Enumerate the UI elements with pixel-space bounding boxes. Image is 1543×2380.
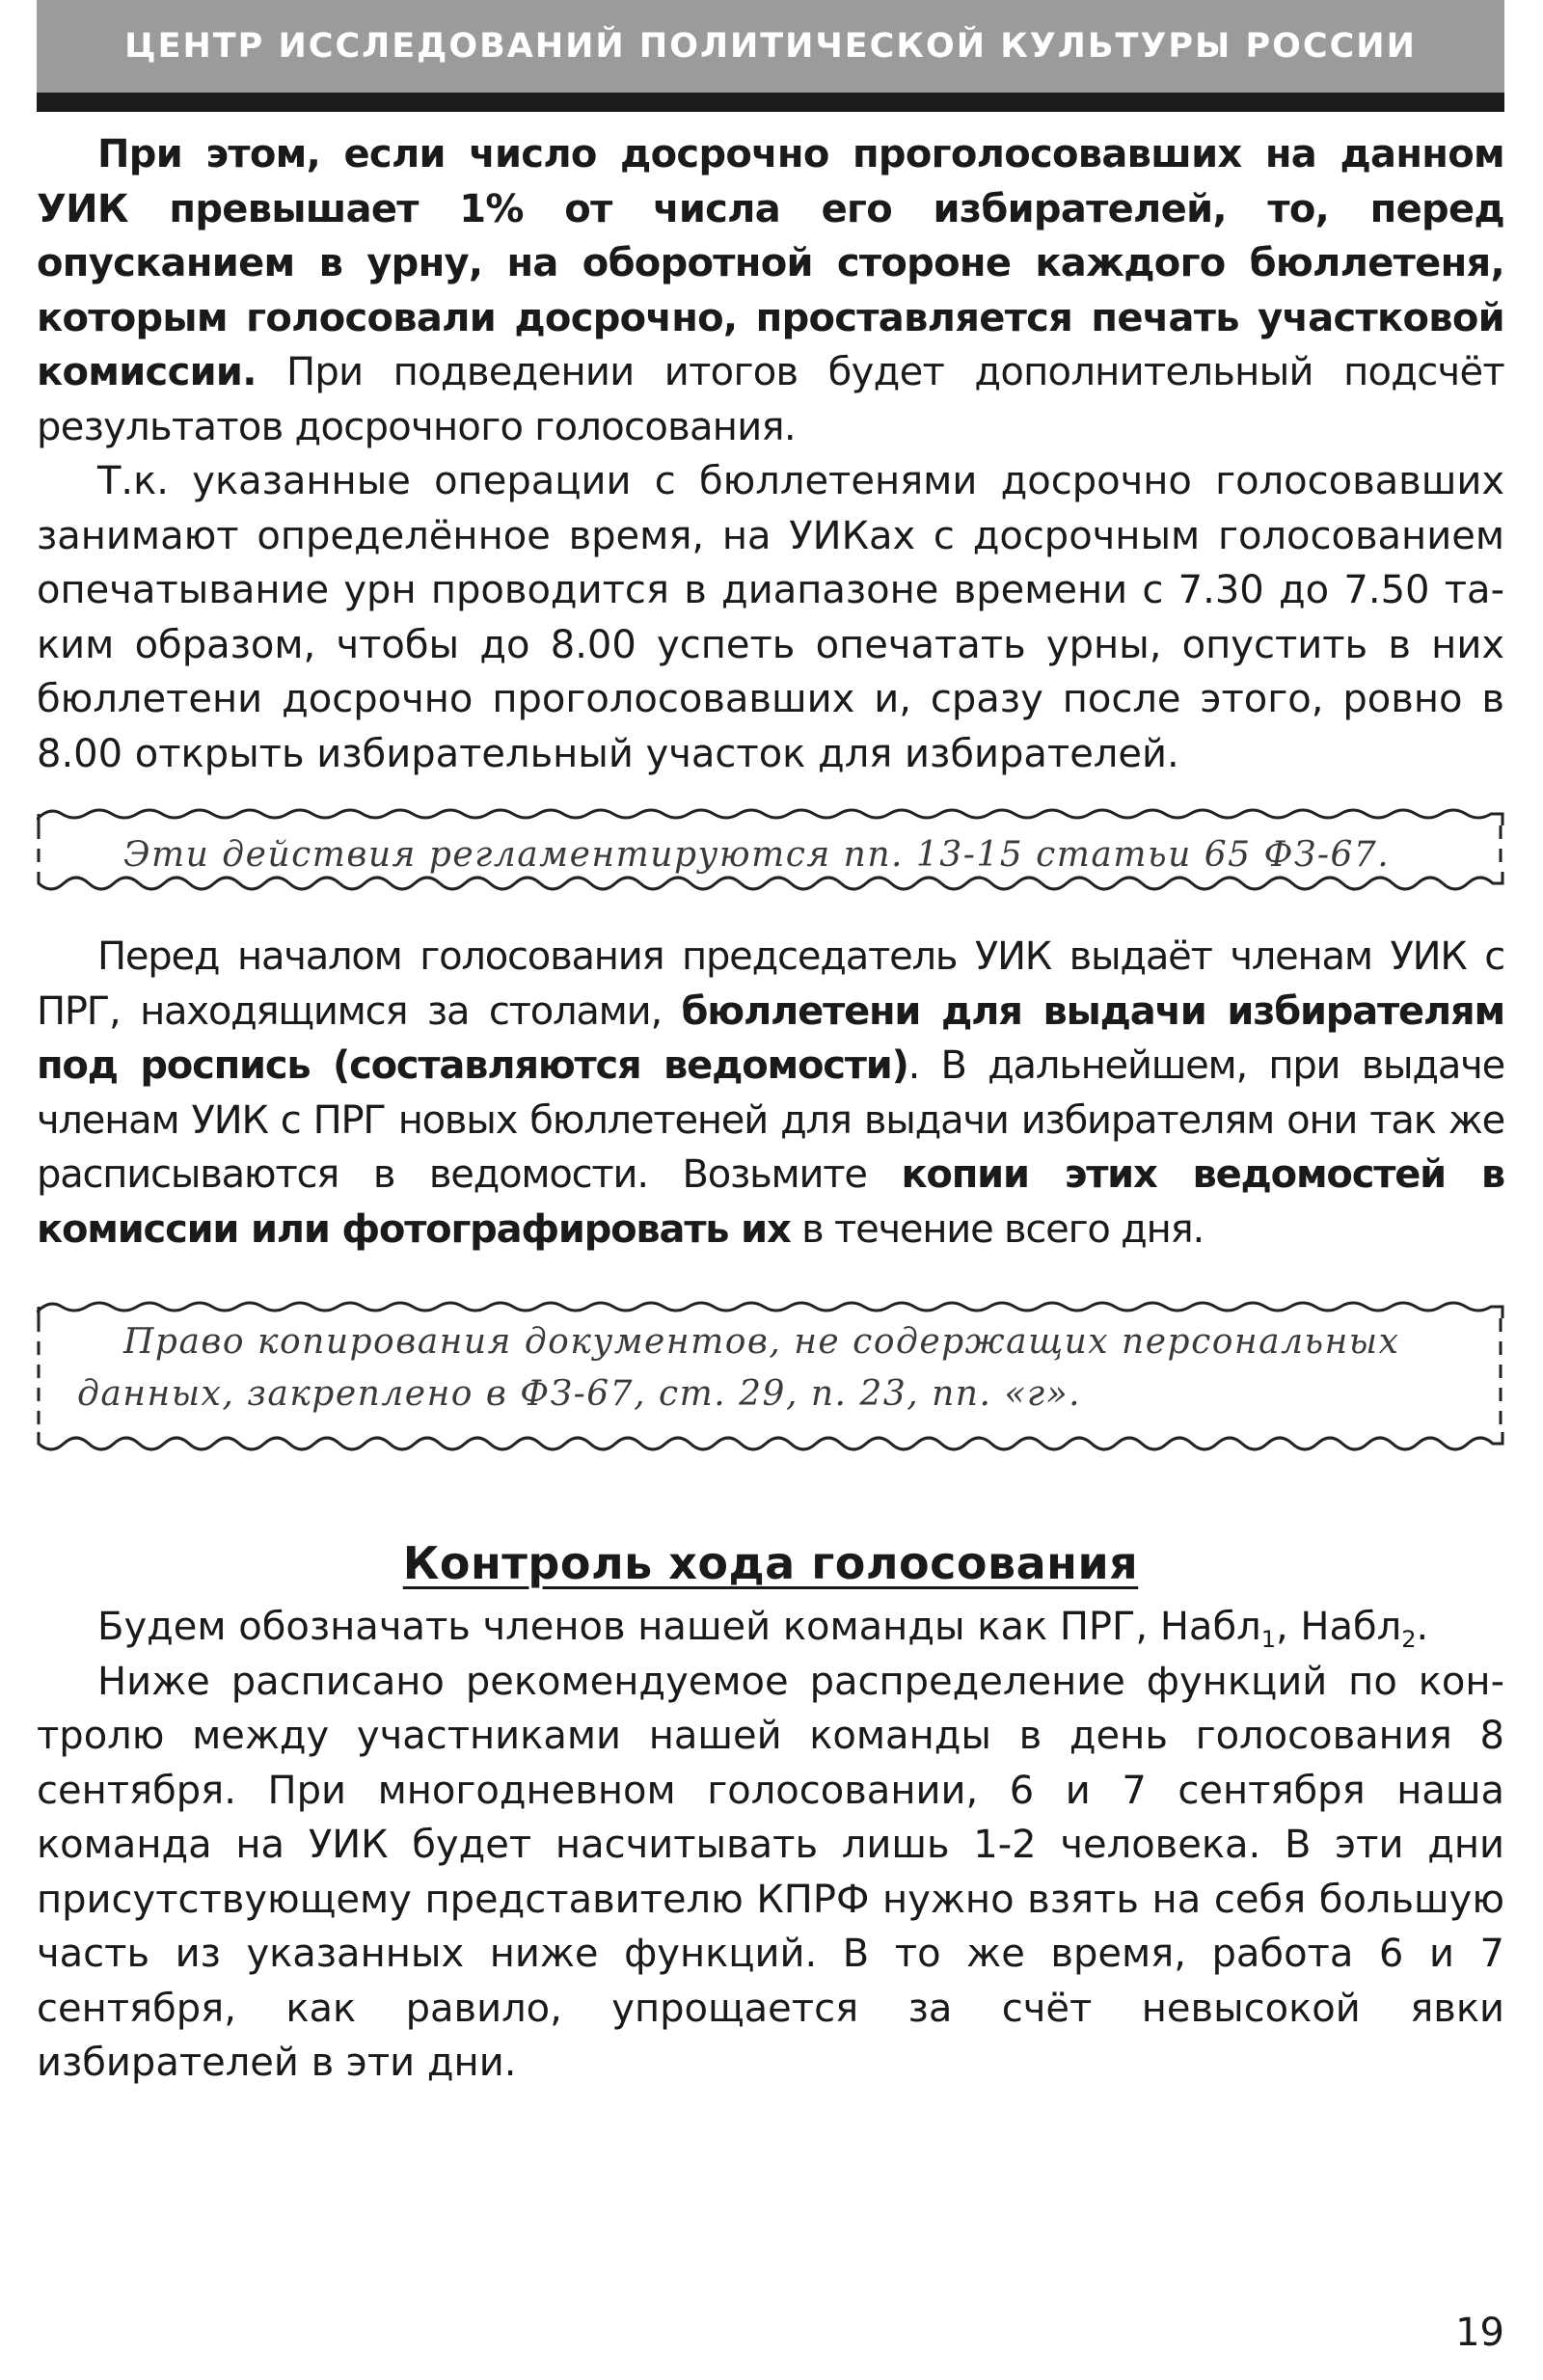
paragraph-team-notation xyxy=(37,1600,1504,1655)
paragraph-early-voting-seal xyxy=(37,127,1504,454)
legal-note-text xyxy=(37,1316,1504,1420)
paragraph-urn-sealing: Т.к. указанные операции с бюллетенями досрочно голосовавших занимают определённое время, на УИКах с досрочным голосованием опечатывание урн проводится в диапазоне времени с 7.30 до 7.50 таким образом, чтобы до 8.00 успеть опечатать урны, опустить в них бюллетени досрочно проголосовавших и, сразу после этого, ровно в 8.00 открыть избирательный участок для избирателей. xyxy=(37,459,1504,776)
paragraph-ballot-distribution xyxy=(37,930,1504,1257)
paragraph-text: . В дальнейшем, при выдаче членам УИК с ПРГ новых бюллетеней для выдачи избирателям они так же расписываются в ведомости. Возьмите xyxy=(37,1043,1504,1197)
page-header xyxy=(37,0,1504,93)
paragraph-function-distribution: Ниже расписано рекомендуемое распределение функций по контролю между участниками нашей команды в день голосования 8 сентября. При многодневном голосовании, 6 и 7 сентября наша команда на УИК будет насчитывать лишь 1-2 человека. В эти дни присутствующему представителю КПРФ нужно взять на себя большую часть из указанных ниже функций. В то же время, работа 6 и 7 сентября, как равило, упрощается за счёт невысокой явки избирателей в эти дни. xyxy=(37,1659,1504,2085)
legal-note-box xyxy=(37,1293,1504,1457)
page-content xyxy=(37,127,1504,2091)
header-title: ЦЕНТР ИССЛЕДОВАНИЙ ПОЛИТИЧЕСКОЙ КУЛЬТУРЫ РОССИИ xyxy=(124,27,1417,66)
subscript: 1 xyxy=(1260,1626,1276,1653)
paragraph-text: . xyxy=(1416,1605,1429,1649)
wavy-border-top xyxy=(37,800,1504,825)
paragraph-text: в течение всего дня. xyxy=(790,1206,1204,1252)
wavy-border-top xyxy=(37,1293,1504,1318)
header-rule xyxy=(37,93,1504,112)
paragraph-text: Перед началом голосования председатель УИК выдаёт членам УИК с ПРГ, находящимся за столами, xyxy=(37,934,1504,1034)
legal-note-text: Эти действия регламентируются пп. 13-15 статьи 65 ФЗ-67. xyxy=(123,835,1391,875)
legal-note-line: Право копирования документов, не содержащих персональных xyxy=(123,1322,1400,1362)
paragraph-text: Будем обозначать членов нашей команды как ПРГ, Набл xyxy=(97,1605,1261,1649)
wavy-border-bottom xyxy=(37,872,1504,897)
paragraph-bold-text: бюллетени для выдачи избирателям под роспись (составляются ведомости) xyxy=(37,988,1505,1088)
subscript: 2 xyxy=(1401,1626,1417,1653)
paragraph-text: При подведении итогов будет дополнительный подсчёт результатов досрочного голосования. xyxy=(37,350,1504,449)
wavy-border-bottom xyxy=(37,1432,1504,1457)
legal-note-line: данных, закреплено в ФЗ-67, ст. 29, п. 23, пп. «г». xyxy=(77,1374,1082,1414)
section-title: Контроль хода голосования xyxy=(402,1537,1139,1589)
paragraph-bold-text: При этом, если число досрочно проголосовавших на данном УИК превышает 1% от числа его избирателей, то, перед опусканием в урну, на оборотной стороне каждого бюллетеня, которым голосовали досрочно, проставляется печать участковой комиссии. xyxy=(37,132,1504,394)
paragraph-text: , Набл xyxy=(1275,1605,1402,1649)
paragraph-bold-text: копии этих ведомостей в комиссии или фотографировать их xyxy=(37,1152,1504,1252)
page-number: 19 xyxy=(1455,2311,1504,2355)
legal-note-box xyxy=(37,800,1504,897)
